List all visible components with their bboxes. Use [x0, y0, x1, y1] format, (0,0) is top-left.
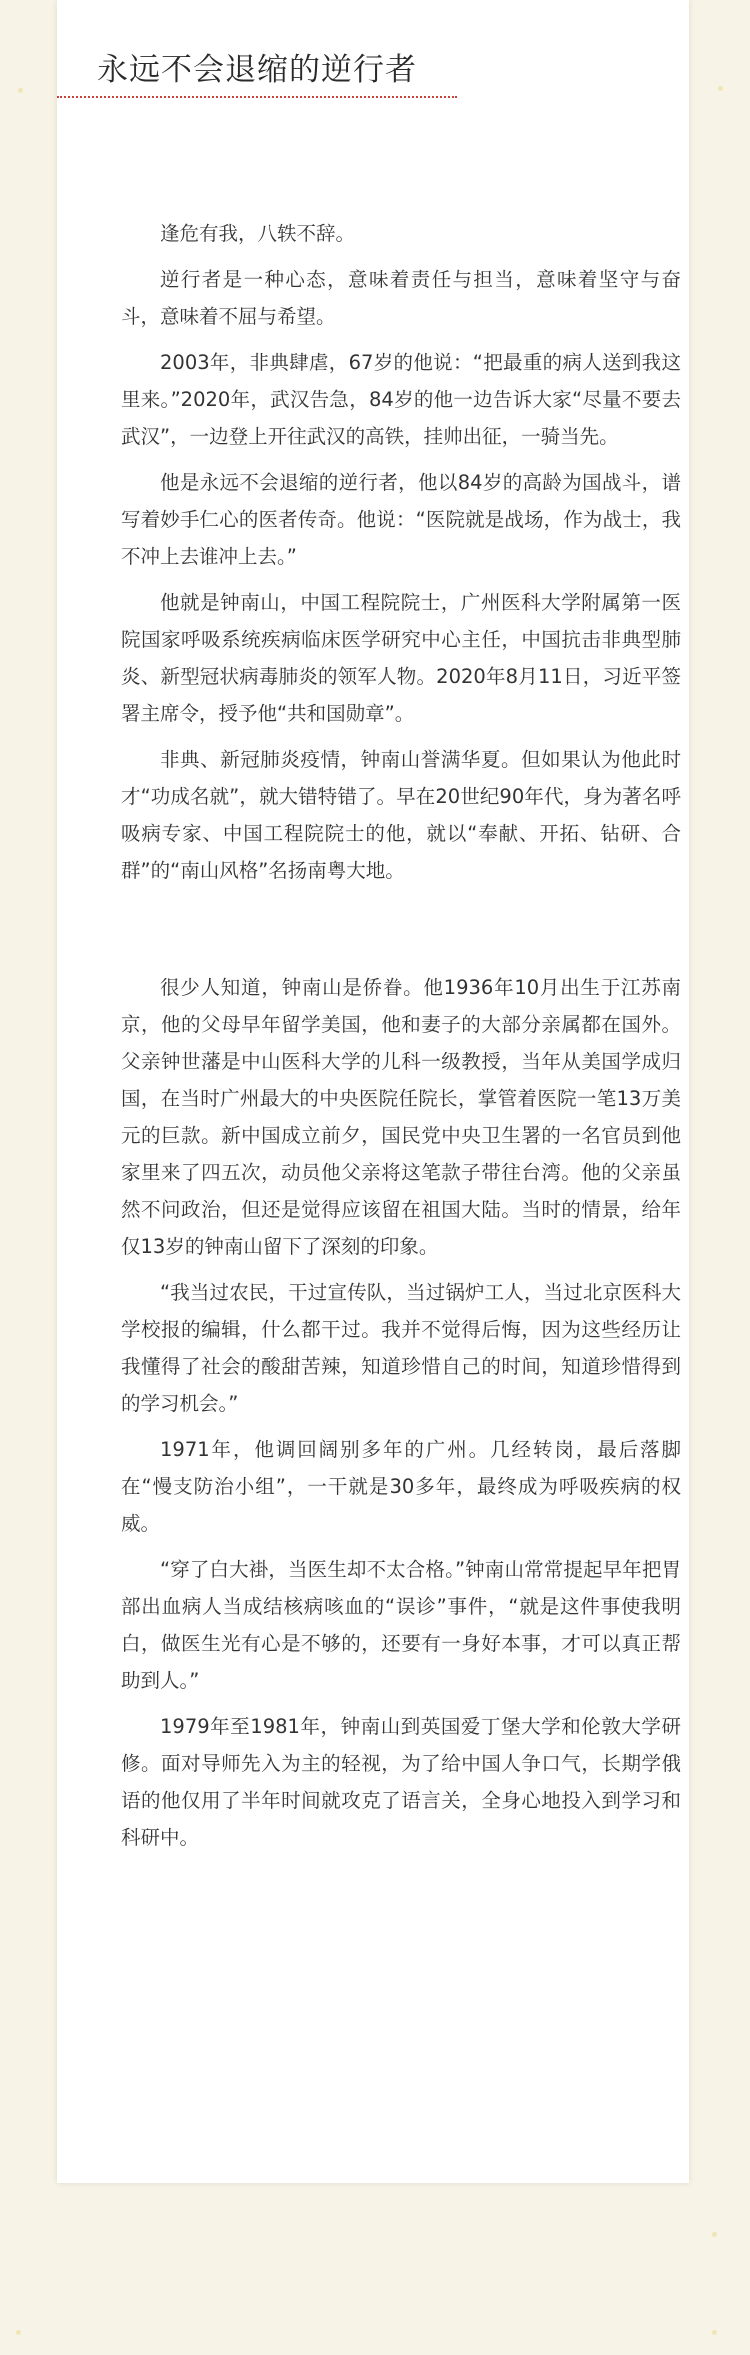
- paragraph: 非典、新冠肺炎疫情，钟南山誉满华夏。但如果认为他此时才“功成名就”，就大错特错了。早在20世纪90年代，身为著名呼吸病专家、中国工程院院士的他，就以“奉献、开拓、钻研、合群”的“南山风格”名扬南粤大地。: [121, 748, 681, 882]
- paragraph: 2003年，非典肆虐，67岁的他说：“把最重的病人送到我这里来。”2020年，武汉告急，84岁的他一边告诉大家“尽量不要去武汉”，一边登上开往武汉的高铁，挂帅出征，一骑当先。: [121, 351, 681, 448]
- paragraph: “我当过农民，干过宣传队，当过锅炉工人，当过北京医科大学校报的编辑，什么都干过。我并不觉得后悔，因为这些经历让我懂得了社会的酸甜苦辣，知道珍惜自己的时间，知道珍惜得到的学习机会。”: [121, 1281, 681, 1415]
- paragraph: 他是永远不会退缩的逆行者，他以84岁的高龄为国战斗，谱写着妙手仁心的医者传奇。他说：“医院就是战场，作为战士，我不冲上去谁冲上去。”: [121, 471, 681, 568]
- article-body: [121, 215, 681, 1865]
- paragraph: 逢危有我，八轶不辞。: [160, 222, 356, 245]
- decorative-dot: [712, 2232, 717, 2237]
- decorative-dot: [16, 2330, 21, 2335]
- article-title: 永远不会退缩的逆行者: [97, 52, 417, 88]
- decorative-dot: [712, 2330, 717, 2335]
- article-card: [57, 0, 689, 2183]
- paragraph: 1979年至1981年，钟南山到英国爱丁堡大学和伦敦大学研修。面对导师先入为主的轻视，为了给中国人争口气，长期学俄语的他仅用了半年时间就攻克了语言关，全身心地投入到学习和科研中。: [121, 1715, 681, 1849]
- decorative-dot: [18, 88, 23, 93]
- title-divider: [57, 96, 457, 98]
- paragraph: 逆行者是一种心态，意味着责任与担当，意味着坚守与奋斗，意味着不屈与希望。: [121, 268, 681, 328]
- paragraph: “穿了白大褂，当医生却不太合格。”钟南山常常提起早年把胃部出血病人当成结核病咳血的“误诊”事件，“就是这件事使我明白，做医生光有心是不够的，还要有一身好本事，才可以真正帮助到人。”: [121, 1558, 681, 1692]
- paragraph: 他就是钟南山，中国工程院院士，广州医科大学附属第一医院国家呼吸系统疾病临床医学研究中心主任，中国抗击非典型肺炎、新型冠状病毒肺炎的领军人物。2020年8月11日，习近平签署主席令，授予他“共和国勋章”。: [121, 591, 681, 725]
- paragraph: 很少人知道，钟南山是侨眷。他1936年10月出生于江苏南京，他的父母早年留学美国，他和妻子的大部分亲属都在国外。父亲钟世藩是中山医科大学的儿科一级教授，当年从美国学成归国，在当时广州最大的中央医院任院长，掌管着医院一笔13万美元的巨款。新中国成立前夕，国民党中央卫生署的一名官员到他家里来了四五次，动员他父亲将这笔款子带往台湾。他的父亲虽然不问政治，但还是觉得应该留在祖国大陆。当时的情景，给年仅13岁的钟南山留下了深刻的印象。: [121, 976, 681, 1258]
- section-spacer: [121, 898, 681, 969]
- decorative-dot: [718, 86, 723, 91]
- paragraph: 1971年，他调回阔别多年的广州。几经转岗，最后落脚在“慢支防治小组”，一干就是30多年，最终成为呼吸疾病的权威。: [121, 1438, 681, 1535]
